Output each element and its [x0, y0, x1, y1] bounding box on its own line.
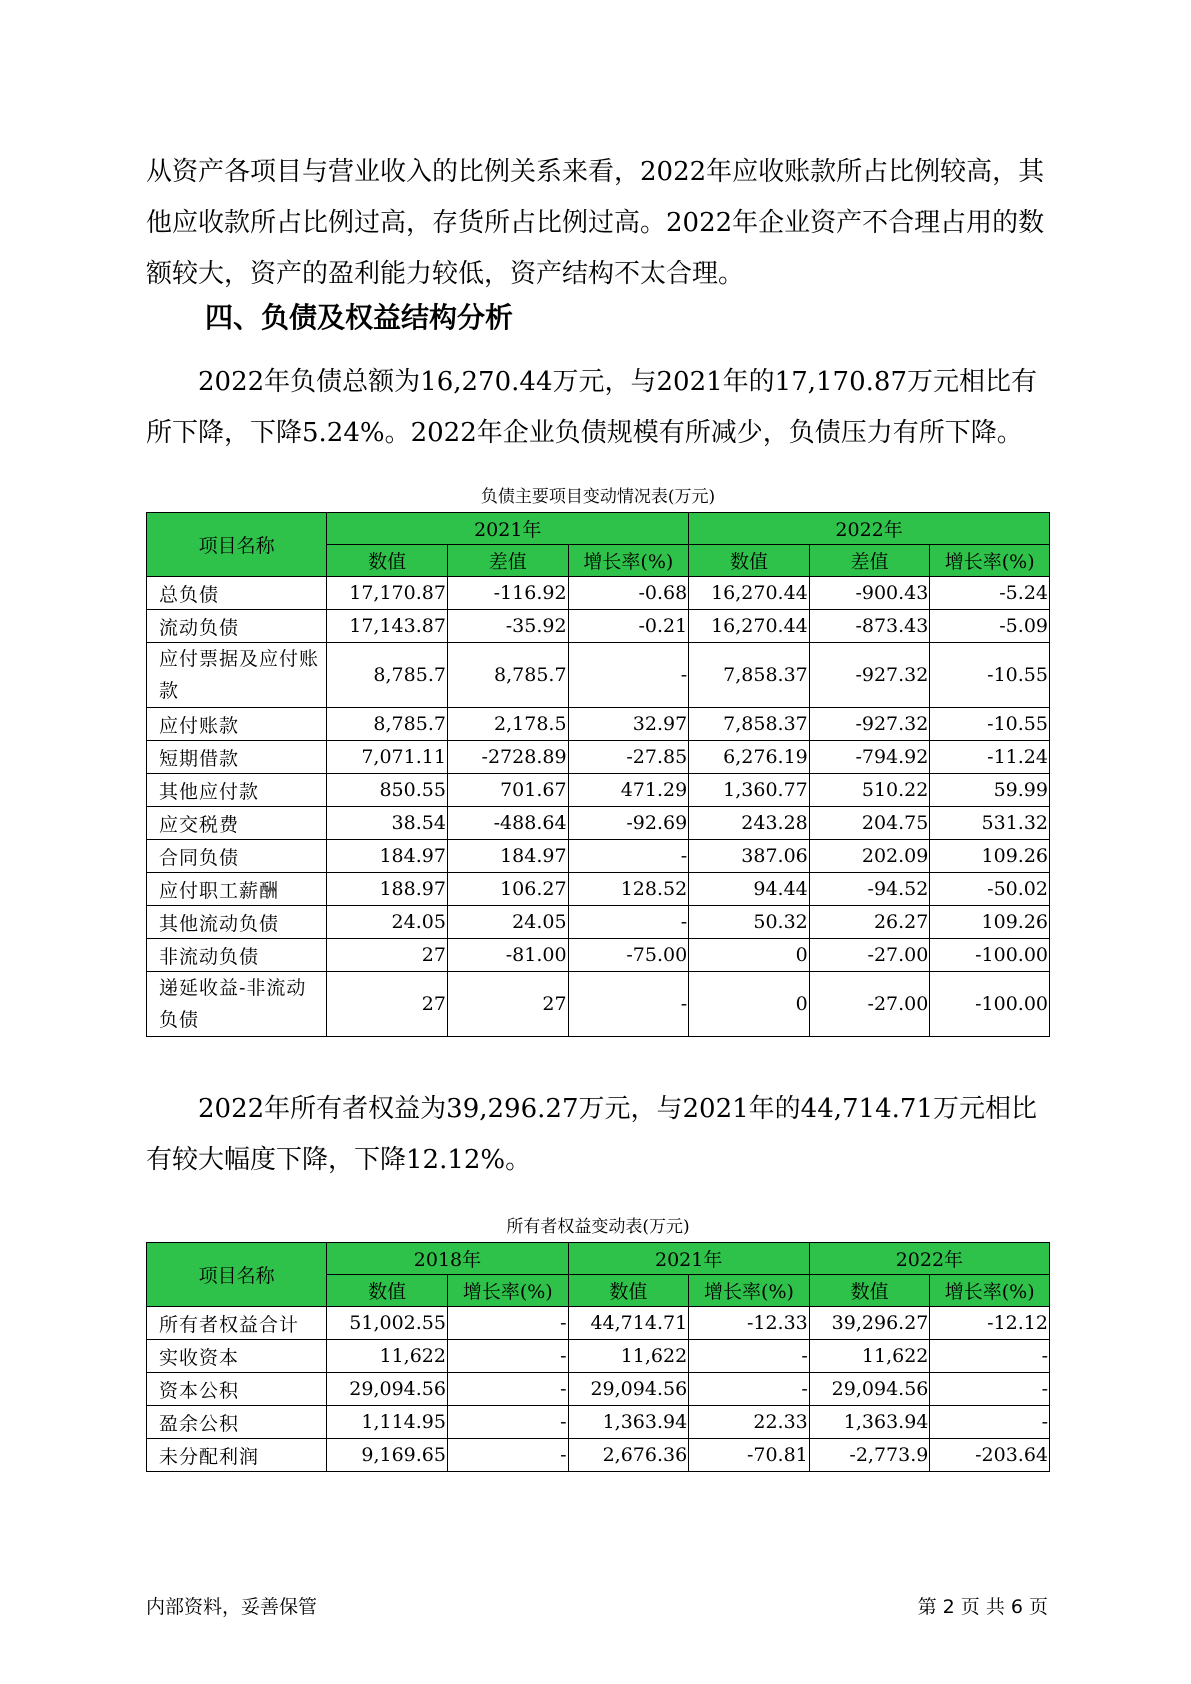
row-label: 其他应付款: [147, 774, 327, 807]
row-label: 合同负债: [147, 840, 327, 873]
table-cell: -92.69: [568, 807, 689, 840]
table-cell: 16,270.44: [689, 610, 810, 643]
table-cell: 1,360.77: [689, 774, 810, 807]
table-cell: 50.32: [689, 906, 810, 939]
analysis-paragraph-equity: 2022年所有者权益为39,296.27万元，与2021年的44,714.71万元相比有较大幅度下降，下降12.12%。: [146, 1094, 1037, 1175]
table-cell: 8,785.7: [327, 643, 448, 708]
table-row: [147, 873, 1050, 906]
table-cell: -2,773.9: [809, 1439, 930, 1472]
table-cell: 109.26: [930, 906, 1050, 939]
table-row: [147, 1340, 1050, 1373]
table-cell: 850.55: [327, 774, 448, 807]
table-cell: -0.68: [568, 577, 689, 610]
table-row: [147, 906, 1050, 939]
table-cell: 109.26: [930, 840, 1050, 873]
table-cell: 0: [689, 939, 810, 972]
table-row: [147, 972, 1050, 1037]
row-label: 非流动负债: [147, 939, 327, 972]
row-label: 资本公积: [147, 1373, 327, 1406]
table-cell: 387.06: [689, 840, 810, 873]
sub-header-growth: 增长率(%): [930, 1275, 1050, 1307]
equity-table: [146, 1242, 1050, 1472]
row-label: 应交税费: [147, 807, 327, 840]
analysis-paragraph-assets: 从资产各项目与营业收入的比例关系来看，2022年应收账款所占比例较高，其他应收款所占比例过高，存货所占比例过高。2022年企业资产不合理占用的数额较大，资产的盈利能力较低，资产结构不太合理。: [146, 157, 1045, 289]
table-row: [147, 741, 1050, 774]
table-cell: -: [568, 840, 689, 873]
table-cell: -: [568, 643, 689, 708]
row-label: [147, 972, 327, 1037]
row-label: 未分配利润: [147, 1439, 327, 1472]
table-cell: -: [930, 1373, 1050, 1406]
table-cell: -116.92: [447, 577, 568, 610]
table-cell: -100.00: [930, 939, 1050, 972]
row-label: 所有者权益合计: [147, 1307, 327, 1340]
table-cell: 11,622: [327, 1340, 448, 1373]
table-cell: -75.00: [568, 939, 689, 972]
table-cell: 17,170.87: [327, 577, 448, 610]
table-cell: 471.29: [568, 774, 689, 807]
liability-table: [146, 512, 1050, 1037]
table-cell: -927.32: [809, 643, 930, 708]
table-row: [147, 1439, 1050, 1472]
table-cell: -27.85: [568, 741, 689, 774]
table-cell: -488.64: [447, 807, 568, 840]
table-cell: -12.33: [689, 1307, 810, 1340]
table-cell: 2,676.36: [568, 1439, 689, 1472]
table-cell: -: [447, 1307, 568, 1340]
sub-header-diff: 差值: [809, 545, 930, 577]
table-row: [147, 610, 1050, 643]
table-cell: -94.52: [809, 873, 930, 906]
table-cell: 9,169.65: [327, 1439, 448, 1472]
row-label: 实收资本: [147, 1340, 327, 1373]
table-cell: -: [568, 972, 689, 1037]
table-cell: 7,858.37: [689, 708, 810, 741]
table-cell: 531.32: [930, 807, 1050, 840]
equity-table-body: [147, 1307, 1050, 1472]
liability-table-caption: 负债主要项目变动情况表(万元): [480, 487, 716, 507]
table-cell: 24.05: [447, 906, 568, 939]
row-label: 流动负债: [147, 610, 327, 643]
table-cell: 22.33: [689, 1406, 810, 1439]
table-cell: 29,094.56: [809, 1373, 930, 1406]
table-cell: 51,002.55: [327, 1307, 448, 1340]
table-cell: -: [568, 906, 689, 939]
table-cell: 32.97: [568, 708, 689, 741]
table-cell: -: [930, 1340, 1050, 1373]
row-label: 应付职工薪酬: [147, 873, 327, 906]
row-label: 盈余公积: [147, 1406, 327, 1439]
table-cell: -: [447, 1439, 568, 1472]
table-cell: -: [689, 1373, 810, 1406]
sub-header-diff: 差值: [447, 545, 568, 577]
table-cell: 8,785.7: [447, 643, 568, 708]
table-cell: -: [447, 1406, 568, 1439]
table-cell: -0.21: [568, 610, 689, 643]
table-cell: 59.99: [930, 774, 1050, 807]
row-label: [147, 643, 327, 708]
footer-page-number: 第 2 页 共 6 页: [917, 1596, 1048, 1618]
table-cell: 44,714.71: [568, 1307, 689, 1340]
table-cell: 39,296.27: [809, 1307, 930, 1340]
table-cell: 8,785.7: [327, 708, 448, 741]
table-row: [147, 577, 1050, 610]
table-row: [147, 708, 1050, 741]
table-row: [147, 807, 1050, 840]
table-cell: -5.24: [930, 577, 1050, 610]
table-cell: 1,363.94: [809, 1406, 930, 1439]
table-cell: -35.92: [447, 610, 568, 643]
footer-confidential-note: 内部资料，妥善保管: [146, 1596, 318, 1618]
section-heading: 四、负债及权益结构分析: [205, 301, 514, 334]
table-row: [147, 1307, 1050, 1340]
table-cell: 24.05: [327, 906, 448, 939]
table-cell: 17,143.87: [327, 610, 448, 643]
table-cell: 188.97: [327, 873, 448, 906]
table-cell: 243.28: [689, 807, 810, 840]
table-cell: 11,622: [568, 1340, 689, 1373]
table-cell: 7,071.11: [327, 741, 448, 774]
sub-header-growth: 增长率(%): [568, 545, 689, 577]
table-cell: -10.55: [930, 643, 1050, 708]
table-cell: -100.00: [930, 972, 1050, 1037]
table-cell: 27: [447, 972, 568, 1037]
table-cell: -27.00: [809, 972, 930, 1037]
table-cell: -900.43: [809, 577, 930, 610]
table-cell: 1,114.95: [327, 1406, 448, 1439]
table-cell: -: [447, 1340, 568, 1373]
table-cell: -10.55: [930, 708, 1050, 741]
table-cell: -27.00: [809, 939, 930, 972]
name-column-header: 项目名称: [147, 513, 327, 577]
row-label: 应付账款: [147, 708, 327, 741]
year-header-2021: 2021年: [568, 1243, 809, 1275]
table-cell: 106.27: [447, 873, 568, 906]
table-row: [147, 939, 1050, 972]
table-cell: 204.75: [809, 807, 930, 840]
sub-header-value: 数值: [568, 1275, 689, 1307]
table-row: [147, 643, 1050, 708]
sub-header-value: 数值: [327, 1275, 448, 1307]
table-cell: 29,094.56: [327, 1373, 448, 1406]
year-header-2021: 2021年: [327, 513, 689, 545]
table-row: [147, 840, 1050, 873]
table-cell: -70.81: [689, 1439, 810, 1472]
sub-header-value: 数值: [809, 1275, 930, 1307]
table-cell: 0: [689, 972, 810, 1037]
table-cell: -203.64: [930, 1439, 1050, 1472]
table-cell: 29,094.56: [568, 1373, 689, 1406]
table-row: [147, 1373, 1050, 1406]
table-cell: -873.43: [809, 610, 930, 643]
year-header-2022: 2022年: [689, 513, 1050, 545]
table-cell: 11,622: [809, 1340, 930, 1373]
table-cell: -: [689, 1340, 810, 1373]
table-cell: 2,178.5: [447, 708, 568, 741]
table-cell: 202.09: [809, 840, 930, 873]
table-cell: 27: [327, 939, 448, 972]
table-cell: -2728.89: [447, 741, 568, 774]
table-row: [147, 1406, 1050, 1439]
table-cell: -927.32: [809, 708, 930, 741]
year-header-2022: 2022年: [809, 1243, 1049, 1275]
table-cell: 1,363.94: [568, 1406, 689, 1439]
year-header-2018: 2018年: [327, 1243, 568, 1275]
sub-header-growth: 增长率(%): [930, 545, 1050, 577]
table-cell: -5.09: [930, 610, 1050, 643]
table-cell: 27: [327, 972, 448, 1037]
sub-header-growth: 增长率(%): [689, 1275, 810, 1307]
sub-header-value: 数值: [327, 545, 448, 577]
row-label-text: 应付票据及应付账款: [159, 648, 320, 702]
name-column-header: 项目名称: [147, 1243, 327, 1307]
table-cell: 510.22: [809, 774, 930, 807]
table-cell: 701.67: [447, 774, 568, 807]
analysis-paragraph-liabilities: 2022年负债总额为16,270.44万元，与2021年的17,170.87万元相比有所下降，下降5.24%。2022年企业负债规模有所减少，负债压力有所下降。: [146, 367, 1037, 448]
table-cell: -794.92: [809, 741, 930, 774]
table-cell: -: [447, 1373, 568, 1406]
liability-table-body: [147, 577, 1050, 1037]
row-label-text: 递延收益-非流动负债: [159, 977, 307, 1031]
table-cell: -11.24: [930, 741, 1050, 774]
table-cell: 184.97: [327, 840, 448, 873]
table-cell: -81.00: [447, 939, 568, 972]
table-cell: 38.54: [327, 807, 448, 840]
table-cell: -: [930, 1406, 1050, 1439]
table-cell: -50.02: [930, 873, 1050, 906]
table-cell: 26.27: [809, 906, 930, 939]
row-label: 短期借款: [147, 741, 327, 774]
table-cell: 184.97: [447, 840, 568, 873]
table-cell: 94.44: [689, 873, 810, 906]
sub-header-value: 数值: [689, 545, 810, 577]
sub-header-growth: 增长率(%): [447, 1275, 568, 1307]
table-cell: 7,858.37: [689, 643, 810, 708]
row-label: 总负债: [147, 577, 327, 610]
table-cell: 6,276.19: [689, 741, 810, 774]
table-cell: -12.12: [930, 1307, 1050, 1340]
table-cell: 128.52: [568, 873, 689, 906]
table-cell: 16,270.44: [689, 577, 810, 610]
equity-table-caption: 所有者权益变动表(万元): [506, 1217, 690, 1237]
row-label: 其他流动负债: [147, 906, 327, 939]
table-row: [147, 774, 1050, 807]
